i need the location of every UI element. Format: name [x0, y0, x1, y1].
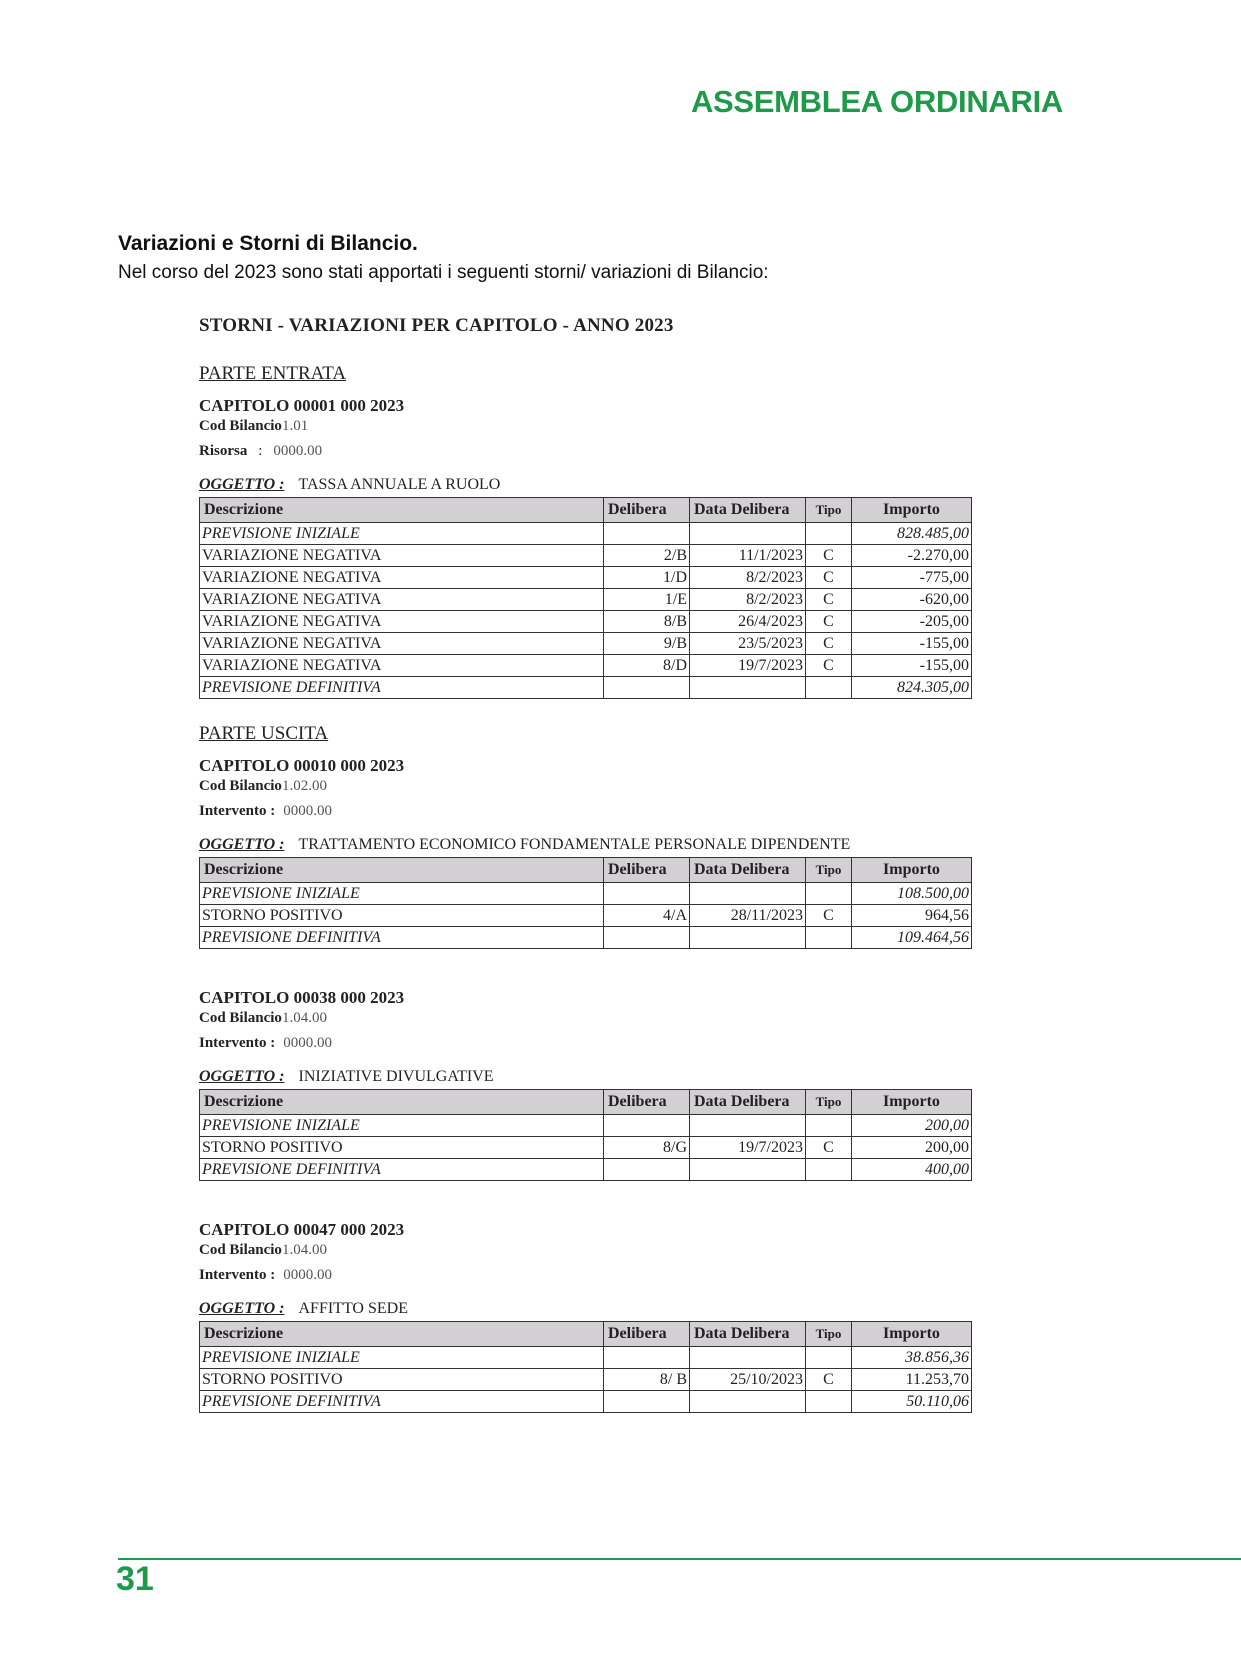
cell-tipo	[806, 1115, 852, 1137]
col-data-delibera: Data Delibera	[690, 498, 806, 523]
oggetto-label: OGGETTO :	[199, 836, 285, 853]
cell-data-delibera	[690, 1115, 806, 1137]
cell-importo: -775,00	[852, 567, 972, 589]
report-parts	[199, 363, 979, 1413]
cod-bilancio-label: Cod Bilancio	[199, 778, 282, 794]
cell-data-delibera	[690, 1391, 806, 1413]
reference-value: 0000.00	[273, 443, 323, 459]
cod-bilancio-value: 1.04.00	[281, 1242, 327, 1258]
cod-bilancio-line	[199, 776, 979, 797]
reference-label: Risorsa	[199, 443, 248, 459]
col-tipo: Tipo	[806, 1322, 852, 1347]
table-row	[200, 633, 972, 655]
cell-delibera	[604, 1391, 690, 1413]
table-row	[200, 905, 972, 927]
capitolo-spacer	[199, 1181, 979, 1219]
cell-data-delibera: 8/2/2023	[690, 567, 806, 589]
cell-tipo	[806, 1391, 852, 1413]
cell-importo: 50.110,06	[852, 1391, 972, 1413]
cell-data-delibera: 25/10/2023	[690, 1369, 806, 1391]
cell-delibera	[604, 883, 690, 905]
part-title: PARTE ENTRATA	[199, 363, 347, 384]
reference-value: 0000.00	[283, 1267, 332, 1283]
table-row	[200, 1137, 972, 1159]
cod-bilancio-value: 1.02.00	[281, 778, 327, 794]
cell-delibera: 8/B	[604, 611, 690, 633]
capitolo-spacer	[199, 949, 979, 987]
cell-importo: -155,00	[852, 633, 972, 655]
variations-table	[199, 1321, 972, 1413]
page-number: 31	[116, 1560, 154, 1598]
cell-tipo: C	[806, 1369, 852, 1391]
cell-importo: 824.305,00	[852, 677, 972, 699]
cell-importo: 109.464,56	[852, 927, 972, 949]
reference-line	[199, 1033, 979, 1054]
cod-bilancio-label: Cod Bilancio	[199, 418, 282, 434]
cell-tipo: C	[806, 611, 852, 633]
table-row	[200, 677, 972, 699]
cell-tipo	[806, 883, 852, 905]
oggetto-line	[199, 1067, 979, 1087]
capitolo-title: CAPITOLO 00038 000 2023	[199, 988, 405, 1007]
col-data-delibera: Data Delibera	[690, 858, 806, 883]
table-row	[200, 883, 972, 905]
cell-tipo: C	[806, 567, 852, 589]
reference-value: 0000.00	[283, 1035, 332, 1051]
col-tipo: Tipo	[806, 858, 852, 883]
oggetto-line	[199, 1299, 979, 1319]
cell-data-delibera	[690, 1159, 806, 1181]
table-row	[200, 1369, 972, 1391]
cell-tipo	[806, 1159, 852, 1181]
cell-data-delibera	[690, 1347, 806, 1369]
col-data-delibera: Data Delibera	[690, 1322, 806, 1347]
col-descrizione: Descrizione	[200, 498, 604, 523]
col-delibera: Delibera	[604, 498, 690, 523]
col-tipo: Tipo	[806, 498, 852, 523]
part-spacer	[199, 699, 979, 723]
cell-tipo	[806, 677, 852, 699]
oggetto-label: OGGETTO :	[199, 1300, 285, 1317]
cell-data-delibera: 28/11/2023	[690, 905, 806, 927]
col-descrizione: Descrizione	[200, 858, 604, 883]
table-row	[200, 1159, 972, 1181]
cell-delibera: 2/B	[604, 545, 690, 567]
cell-data-delibera: 19/7/2023	[690, 655, 806, 677]
col-tipo: Tipo	[806, 1090, 852, 1115]
cell-tipo: C	[806, 633, 852, 655]
cell-importo: 828.485,00	[852, 523, 972, 545]
cell-data-delibera: 8/2/2023	[690, 589, 806, 611]
cell-tipo: C	[806, 589, 852, 611]
report-title: STORNI - VARIAZIONI PER CAPITOLO - ANNO 2023	[199, 315, 674, 336]
cell-data-delibera	[690, 523, 806, 545]
cell-importo: 11.253,70	[852, 1369, 972, 1391]
cell-descrizione: PREVISIONE INIZIALE	[200, 1347, 604, 1369]
cell-delibera: 9/B	[604, 633, 690, 655]
cell-delibera: 8/G	[604, 1137, 690, 1159]
table-row	[200, 545, 972, 567]
cell-delibera	[604, 1159, 690, 1181]
cell-data-delibera: 11/1/2023	[690, 545, 806, 567]
cell-delibera	[604, 677, 690, 699]
table-header-row	[200, 1090, 972, 1115]
cell-delibera	[604, 927, 690, 949]
col-delibera: Delibera	[604, 1090, 690, 1115]
cell-data-delibera: 23/5/2023	[690, 633, 806, 655]
cell-delibera: 8/ B	[604, 1369, 690, 1391]
col-data-delibera: Data Delibera	[690, 1090, 806, 1115]
table-row	[200, 1347, 972, 1369]
col-descrizione: Descrizione	[200, 1322, 604, 1347]
oggetto-value: INIZIATIVE DIVULGATIVE	[298, 1068, 494, 1085]
table-row	[200, 1115, 972, 1137]
footer-divider	[118, 1558, 1241, 1560]
capitolo-title: CAPITOLO 00001 000 2023	[199, 396, 405, 415]
cod-bilancio-value: 1.04.00	[281, 1010, 327, 1026]
reference-line	[199, 1265, 979, 1286]
col-importo: Importo	[852, 1322, 972, 1347]
reference-label: Intervento :	[199, 1267, 276, 1283]
table-row	[200, 927, 972, 949]
capitolo-block	[199, 987, 979, 1181]
col-delibera: Delibera	[604, 858, 690, 883]
cell-delibera	[604, 1347, 690, 1369]
table-header-row	[200, 1322, 972, 1347]
cell-descrizione: PREVISIONE INIZIALE	[200, 523, 604, 545]
cell-tipo: C	[806, 905, 852, 927]
cell-delibera: 1/E	[604, 589, 690, 611]
cell-descrizione: PREVISIONE DEFINITIVA	[200, 1159, 604, 1181]
reference-line	[199, 441, 979, 462]
oggetto-line	[199, 835, 979, 855]
col-descrizione: Descrizione	[200, 1090, 604, 1115]
cod-bilancio-label: Cod Bilancio	[199, 1242, 282, 1258]
table-row	[200, 655, 972, 677]
cell-descrizione: PREVISIONE DEFINITIVA	[200, 927, 604, 949]
cell-importo: 200,00	[852, 1115, 972, 1137]
cell-descrizione: STORNO POSITIVO	[200, 1369, 604, 1391]
table-row	[200, 611, 972, 633]
cell-descrizione: PREVISIONE DEFINITIVA	[200, 677, 604, 699]
cell-tipo: C	[806, 1137, 852, 1159]
oggetto-label: OGGETTO :	[199, 1068, 285, 1085]
capitolo-block	[199, 395, 979, 699]
table-row	[200, 1391, 972, 1413]
cell-importo: -155,00	[852, 655, 972, 677]
cell-descrizione: VARIAZIONE NEGATIVA	[200, 589, 604, 611]
cell-importo: -2.270,00	[852, 545, 972, 567]
cell-descrizione: VARIAZIONE NEGATIVA	[200, 567, 604, 589]
cell-descrizione: STORNO POSITIVO	[200, 905, 604, 927]
cell-data-delibera	[690, 927, 806, 949]
table-header-row	[200, 858, 972, 883]
variations-table	[199, 497, 972, 699]
cell-tipo	[806, 523, 852, 545]
oggetto-label: OGGETTO :	[199, 476, 285, 493]
cell-descrizione: PREVISIONE DEFINITIVA	[200, 1391, 604, 1413]
cell-delibera: 8/D	[604, 655, 690, 677]
capitolo-block	[199, 1219, 979, 1413]
cell-descrizione: VARIAZIONE NEGATIVA	[200, 655, 604, 677]
oggetto-value: TRATTAMENTO ECONOMICO FONDAMENTALE PERSONALE DIPENDENTE	[298, 836, 851, 853]
cell-importo: 38.856,36	[852, 1347, 972, 1369]
cell-tipo: C	[806, 655, 852, 677]
table-row	[200, 589, 972, 611]
cell-importo: 108.500,00	[852, 883, 972, 905]
col-importo: Importo	[852, 498, 972, 523]
cell-importo: 964,56	[852, 905, 972, 927]
oggetto-line	[199, 475, 979, 495]
reference-separator: :	[258, 443, 263, 459]
cod-bilancio-line	[199, 416, 979, 437]
cell-importo: 400,00	[852, 1159, 972, 1181]
cell-tipo	[806, 1347, 852, 1369]
reference-value: 0000.00	[283, 803, 332, 819]
cell-tipo: C	[806, 545, 852, 567]
cell-tipo	[806, 927, 852, 949]
cell-descrizione: VARIAZIONE NEGATIVA	[200, 611, 604, 633]
col-importo: Importo	[852, 858, 972, 883]
cell-data-delibera	[690, 677, 806, 699]
col-importo: Importo	[852, 1090, 972, 1115]
cell-importo: 200,00	[852, 1137, 972, 1159]
oggetto-value: AFFITTO SEDE	[298, 1300, 408, 1317]
capitolo-title: CAPITOLO 00047 000 2023	[199, 1220, 405, 1239]
section-heading: Variazioni e Storni di Bilancio.	[118, 232, 418, 255]
cell-delibera	[604, 1115, 690, 1137]
table-header-row	[200, 498, 972, 523]
part-title: PARTE USCITA	[199, 723, 329, 744]
cell-delibera: 4/A	[604, 905, 690, 927]
page-header-title: ASSEMBLEA ORDINARIA	[690, 84, 1063, 119]
reference-label: Intervento :	[199, 803, 276, 819]
table-row	[200, 567, 972, 589]
cell-delibera: 1/D	[604, 567, 690, 589]
intro-paragraph: Nel corso del 2023 sono stati apportati i seguenti storni/ variazioni di Bilancio:	[118, 262, 769, 283]
variations-table	[199, 857, 972, 949]
col-delibera: Delibera	[604, 1322, 690, 1347]
cell-descrizione: VARIAZIONE NEGATIVA	[200, 633, 604, 655]
oggetto-value: TASSA ANNUALE A RUOLO	[298, 476, 501, 493]
table-row	[200, 523, 972, 545]
cod-bilancio-label: Cod Bilancio	[199, 1010, 282, 1026]
variations-table	[199, 1089, 972, 1181]
cell-data-delibera: 19/7/2023	[690, 1137, 806, 1159]
cod-bilancio-line	[199, 1008, 979, 1029]
report-image	[199, 315, 979, 1413]
cell-data-delibera: 26/4/2023	[690, 611, 806, 633]
cell-importo: -620,00	[852, 589, 972, 611]
cell-descrizione: STORNO POSITIVO	[200, 1137, 604, 1159]
cell-data-delibera	[690, 883, 806, 905]
cell-delibera	[604, 523, 690, 545]
cod-bilancio-value: 1.01	[281, 418, 309, 434]
capitolo-block	[199, 755, 979, 949]
cell-descrizione: PREVISIONE INIZIALE	[200, 883, 604, 905]
cell-importo: -205,00	[852, 611, 972, 633]
cell-descrizione: PREVISIONE INIZIALE	[200, 1115, 604, 1137]
reference-line	[199, 801, 979, 822]
capitolo-title: CAPITOLO 00010 000 2023	[199, 756, 405, 775]
cell-descrizione: VARIAZIONE NEGATIVA	[200, 545, 604, 567]
reference-label: Intervento :	[199, 1035, 276, 1051]
cod-bilancio-line	[199, 1240, 979, 1261]
